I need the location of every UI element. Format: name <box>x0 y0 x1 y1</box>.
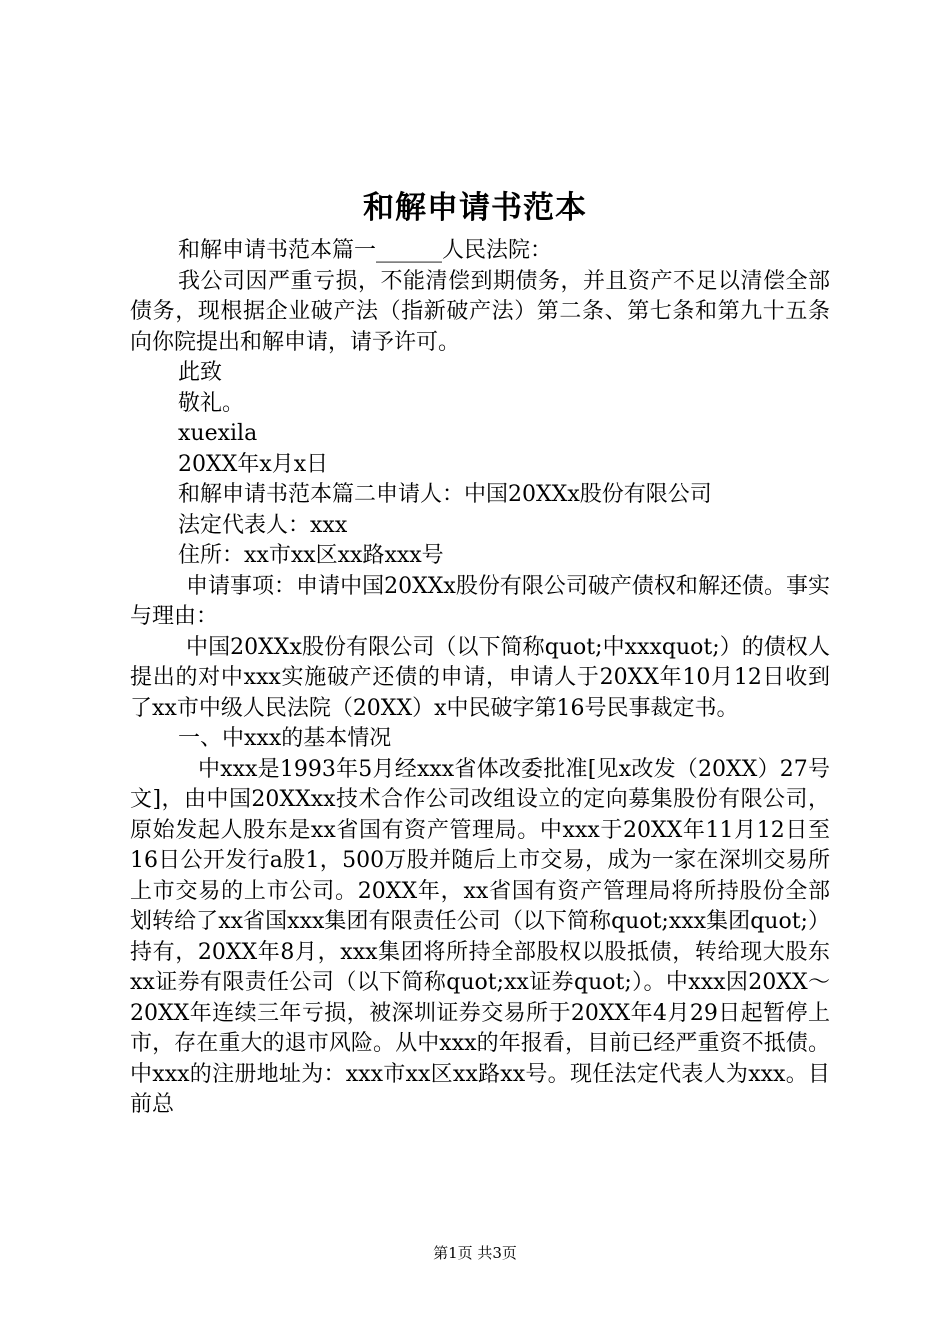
document-title: 和解申请书范本 <box>363 190 587 226</box>
paragraph-1: 和解申请书范本篇一______人民法院： <box>178 238 553 263</box>
paragraph-12: 一、中xxx的基本情况 <box>178 726 392 751</box>
paragraph-6: 20XX年x月x日 <box>178 451 329 477</box>
paragraph-7: 和解申请书范本篇二申请人：中国20XXx股份有限公司 <box>178 482 712 507</box>
page-footer: 第1页 共3页 <box>433 1244 517 1262</box>
paragraph-10: 申请事项：申请中国20XXx股份有限公司破产债权和解还债。事实与理由： <box>130 573 830 629</box>
paragraph-4: 敬礼。 <box>178 390 245 416</box>
document-body <box>130 236 830 1121</box>
paragraph-13: 中xxx是1993年5月经xxx省体改委批准[见x改发（20XX）27号文]，由中国20XXxx技术合作公司改组设立的定向募集股份有限公司，原始发起人股东是xx省国有资产管理局。中xxx于20XX年11月12日至16日公开发行a股1，500万股并随后上市交易，成为一家在深圳交易所上市交易的上市公司。20XX年，xx省国有资产管理局将所持股份全部划转给了xx省国xxx集团有限责任公司（以下简称quot;xxx集团quot;）持有，20XX年8月，xxx集团将所持全部股权以股抵债，转给现大股东xx证券有限责任公司（以下简称quot;xx证券quot;）。中xxx因20XX～20XX年连续三年亏损，被深圳证券交易所于20XX年4月29日起暂停上市，存在重大的退市风险。从中xxx的年报看，目前已经严重资不抵债。中xxx的注册地址为：xxx市xx区xx路xx号。现任法定代表人为xxx。目前总 <box>130 756 830 1117</box>
paragraph-11: 中国20XXx股份有限公司（以下简称quot;中xxxquot;）的债权人提出的对中xxx实施破产还债的申请，申请人于20XX年10月12日收到了xx市中级人民法院（20XX）x中民破字第16号民事裁定书。 <box>130 634 830 721</box>
paragraph-8: 法定代表人：xxx <box>178 512 348 538</box>
paragraph-2: 我公司因严重亏损，不能清偿到期债务，并且资产不足以清偿全部债务，现根据企业破产法（指新破产法）第二条、第七条和第九十五条向你院提出和解申请，请予许可。 <box>130 268 830 355</box>
paragraph-5: xuexila <box>178 421 258 446</box>
paragraph-3: 此致 <box>178 360 223 385</box>
paragraph-9: 住所：xx市xx区xx路xxx号 <box>178 543 444 568</box>
